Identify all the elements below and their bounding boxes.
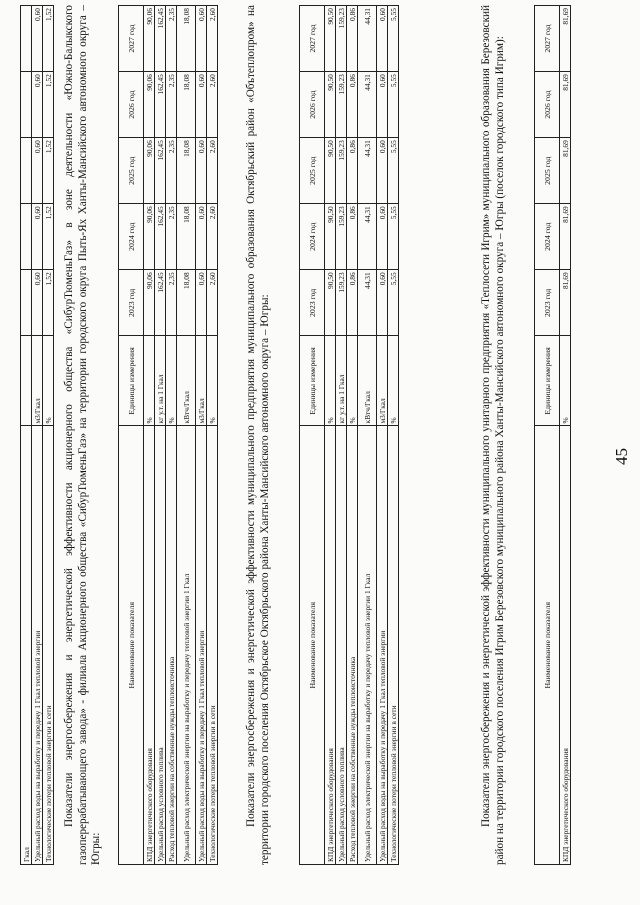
table-cell: 18,08 [177, 72, 196, 138]
table-cell: 0,86 [347, 204, 358, 270]
table-cell: 18,08 [177, 270, 196, 336]
table-cell: 18,08 [177, 138, 196, 204]
table-cell [21, 138, 32, 204]
section-heading-obteploprom: Показатели энергосбережения и энергетической эффективности муниципального предприятия муниципального образования Октябрьский район «Обътеплопром» на территории городского поселения Октябрьское Октябрьского района Ханты-Мансийского автономного округа – Югры: [245, 5, 271, 865]
table-cell: 18,08 [177, 204, 196, 270]
table-cell: 5,55 [388, 6, 399, 72]
table-obteploprom [299, 5, 399, 865]
table-body [144, 6, 218, 865]
table-cell: Технологические потери тепловой энергии в сети [207, 426, 218, 865]
table-cell: 90,50 [325, 72, 336, 138]
column-header: Наименование показателя [535, 426, 560, 865]
table-cell: 2,35 [166, 270, 177, 336]
table-cell: Расход тепловой энергии на собственные нужды теплоисточника [347, 426, 358, 865]
table-cell: 0,86 [347, 6, 358, 72]
table-cell: 2,35 [166, 204, 177, 270]
table-header-row [119, 6, 144, 865]
column-header: 2024 год [535, 204, 560, 270]
column-header: 2027 год [535, 6, 560, 72]
table-cell: Технологические потери тепловой энергии в сети [43, 426, 54, 865]
table-cell: 1,52 [43, 138, 54, 204]
table-cell: кВтч/Гкал [177, 336, 196, 426]
column-header: 2027 год [300, 6, 325, 72]
column-header: Наименование показателя [119, 426, 144, 865]
table-header-row [535, 6, 560, 865]
table-row [358, 6, 377, 865]
table-cell: 90,50 [325, 204, 336, 270]
table-cell: 0,60 [32, 138, 43, 204]
table-row [325, 6, 336, 865]
table-cell: 5,55 [388, 204, 399, 270]
table-cell: 159,23 [336, 6, 347, 72]
table-cell: 1,52 [43, 72, 54, 138]
column-header: 2023 год [535, 270, 560, 336]
table-body [560, 6, 571, 865]
table-row [347, 6, 358, 865]
table-cell: 90,50 [325, 6, 336, 72]
table-cell: % [560, 336, 571, 426]
column-header: 2024 год [119, 204, 144, 270]
table-1-continuation [20, 5, 54, 865]
table-cell [21, 336, 32, 426]
table-cell: 162,45 [155, 204, 166, 270]
table-row [196, 6, 207, 865]
table-cell: 5,55 [388, 270, 399, 336]
table-cell: Удельный расход воды на выработку и передачу 1 Гкал тепловой энергии [32, 426, 43, 865]
table-cell: 0,60 [377, 72, 388, 138]
table-cell: Технологические потери тепловой энергии в сети [388, 426, 399, 865]
table-row [377, 6, 388, 865]
table-cell: 90,50 [325, 270, 336, 336]
table-cell: 81,69 [560, 204, 571, 270]
column-header: Единицы измерения [119, 336, 144, 426]
table-cell: 90,06 [144, 138, 155, 204]
table-body [325, 6, 399, 865]
table-cell: 159,23 [336, 270, 347, 336]
table-cell: 0,60 [196, 138, 207, 204]
table-cell: 0,60 [196, 72, 207, 138]
table-cell: 0,60 [32, 204, 43, 270]
table-cell: 0,86 [347, 72, 358, 138]
column-header: 2025 год [300, 138, 325, 204]
table-cell: 44,31 [358, 204, 377, 270]
table-cell: 0,60 [196, 6, 207, 72]
column-header: 2025 год [119, 138, 144, 204]
table-cell: м3/Гкал [377, 336, 388, 426]
table-cell: 5,55 [388, 138, 399, 204]
table-row [144, 6, 155, 865]
column-header: 2026 год [300, 72, 325, 138]
table-cell: 1,52 [43, 6, 54, 72]
table-cell [21, 6, 32, 72]
table-row [32, 6, 43, 865]
table-row [336, 6, 347, 865]
table-cell: КПД энергетического оборудования [325, 426, 336, 865]
column-header: 2026 год [119, 72, 144, 138]
column-header: 2026 год [535, 72, 560, 138]
table-cell: 90,06 [144, 72, 155, 138]
table-cell: кг у.т. на 1 Гкал [155, 336, 166, 426]
table-cell: 5,55 [388, 72, 399, 138]
table-row [43, 6, 54, 865]
table-cell: 159,23 [336, 72, 347, 138]
table-cell: Удельный расход воды на выработку и передачу 1 Гкал тепловой энергии [196, 426, 207, 865]
column-header: Единицы измерения [535, 336, 560, 426]
table-cell: % [325, 336, 336, 426]
table-row [560, 6, 571, 865]
table-cell: 1,52 [43, 204, 54, 270]
column-header: 2024 год [300, 204, 325, 270]
table-cell: 162,45 [155, 6, 166, 72]
table-cell: 2,35 [166, 72, 177, 138]
table-cell: 90,06 [144, 270, 155, 336]
table-cell: КПД энергетического оборудования [144, 426, 155, 865]
table-row [166, 6, 177, 865]
table-cell: 81,69 [560, 72, 571, 138]
table-cell: % [347, 336, 358, 426]
table-cell: Гкал [21, 426, 32, 865]
table-cell: 2,35 [166, 6, 177, 72]
table-cell: % [166, 336, 177, 426]
table-cell: кВтч/Гкал [358, 336, 377, 426]
page-number: 45 [612, 448, 631, 465]
column-header: 2025 год [535, 138, 560, 204]
table-cell: Удельный расход условного топлива [155, 426, 166, 865]
table-cell: 0,60 [196, 270, 207, 336]
table-cell [21, 270, 32, 336]
table-row [21, 6, 32, 865]
table-cell: 2,60 [207, 138, 218, 204]
table-cell: 0,60 [32, 6, 43, 72]
table-cell: 90,50 [325, 138, 336, 204]
table-cell: 159,23 [336, 204, 347, 270]
table-cell: Расход тепловой энергии на собственные нужды теплоисточника [166, 426, 177, 865]
table-cell: 18,08 [177, 6, 196, 72]
table-cell [21, 72, 32, 138]
table-row [177, 6, 196, 865]
table-cell: м3/Гкал [196, 336, 207, 426]
table-cell: Удельный расход воды на выработку и передачу 1 Гкал тепловой энергии [377, 426, 388, 865]
table-cell: Удельный расход электрической энергии на выработку и передачу тепловой энергии 1 Гкал [177, 426, 196, 865]
table-teplosti-igrim [534, 5, 571, 865]
table-cell: 162,45 [155, 270, 166, 336]
table-cell: 2,60 [207, 270, 218, 336]
table-cell: 81,69 [560, 270, 571, 336]
table-cell [21, 204, 32, 270]
section-heading-sibur: Показатели энергосбережения и энергетической эффективности акционерного общества «СибурТюменьГаз» в зоне деятельности «Южно-Балыкского газоперерабатывающего завода» - филиала Акционерного общества «СибурТюменьГаз» на территории городского округа Пыть-Ях Ханты-Мансийского автономного округа – Югры: [63, 5, 102, 865]
table-cell: Удельный расход условного топлива [336, 426, 347, 865]
table-cell: 44,31 [358, 270, 377, 336]
table-cell: 2,35 [166, 138, 177, 204]
table-cell: 81,69 [560, 6, 571, 72]
table-cell: 0,60 [196, 204, 207, 270]
column-header: Наименование показателя [300, 426, 325, 865]
table-cell: 0,86 [347, 138, 358, 204]
table-cell: КПД энергетического оборудования [560, 426, 571, 865]
table-cell: 2,60 [207, 6, 218, 72]
table-cell: 90,06 [144, 6, 155, 72]
table-cell: 2,60 [207, 72, 218, 138]
table-cell: м3/Гкал [32, 336, 43, 426]
table-cell: 44,31 [358, 6, 377, 72]
table-cell: 159,23 [336, 138, 347, 204]
table-cell: 0,60 [377, 204, 388, 270]
table-cell: кг у.т. на 1 Гкал [336, 336, 347, 426]
table-cell: 0,60 [377, 138, 388, 204]
column-header: 2023 год [119, 270, 144, 336]
table-cell: % [207, 336, 218, 426]
section-heading-teplosti-igrim: Показатели энергосбережения и энергетической эффективности муниципального унитарного предприятия «Теплосети Игрим» муниципального образования Березовский район на территории городского поселения Игрим Березовского муниципального района Ханты-Мансийского автономного округа – Югры (поселок городского типа Игрим): [480, 5, 506, 865]
table-cell: 81,69 [560, 138, 571, 204]
table-row [388, 6, 399, 865]
table-row [155, 6, 166, 865]
table-header-row [300, 6, 325, 865]
table-cell: 162,45 [155, 72, 166, 138]
column-header: 2027 год [119, 6, 144, 72]
column-header: Единицы измерения [300, 336, 325, 426]
table-cell: 44,31 [358, 138, 377, 204]
table-cell: 0,86 [347, 270, 358, 336]
table-cell: 0,60 [377, 6, 388, 72]
table-cell: 1,52 [43, 270, 54, 336]
column-header: 2023 год [300, 270, 325, 336]
table-row [207, 6, 218, 865]
table-cell: 0,60 [32, 72, 43, 138]
table-cell: 162,45 [155, 138, 166, 204]
table-cell: % [388, 336, 399, 426]
table-cell: % [43, 336, 54, 426]
table-cell: 44,31 [358, 72, 377, 138]
table-sibur [118, 5, 218, 865]
table-cell: Удельный расход электрической энергии на выработку и передачу тепловой энергии 1 Гкал [358, 426, 377, 865]
table-cell: 0,60 [32, 270, 43, 336]
table-cell: % [144, 336, 155, 426]
table-cell: 90,06 [144, 204, 155, 270]
table-cell: 0,60 [377, 270, 388, 336]
table-cell: 2,60 [207, 204, 218, 270]
